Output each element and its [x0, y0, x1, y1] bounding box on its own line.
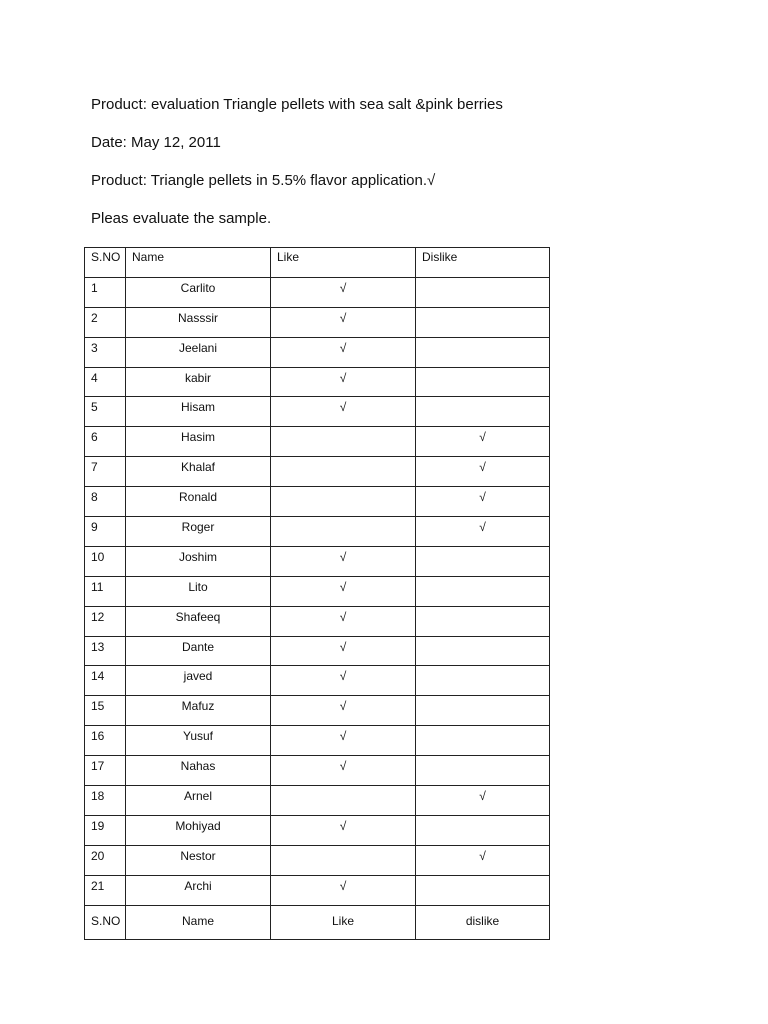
cell-name: Shafeeq — [126, 606, 271, 636]
cell-dislike — [416, 367, 550, 397]
cell-dislike — [416, 307, 550, 337]
cell-like — [271, 457, 416, 487]
cell-like: √ — [271, 546, 416, 576]
cell-dislike: √ — [416, 427, 550, 457]
cell-sno: 21 — [85, 875, 126, 905]
table-header-row — [85, 248, 550, 278]
table-row — [85, 517, 550, 547]
evaluation-instruction: Pleas evaluate the sample. — [91, 210, 272, 227]
table-row — [85, 576, 550, 606]
footer-dislike: dislike — [416, 905, 550, 939]
cell-sno: 11 — [85, 576, 126, 606]
cell-name: Nestor — [126, 845, 271, 875]
cell-dislike — [416, 277, 550, 307]
table-row — [85, 606, 550, 636]
table-row — [85, 726, 550, 756]
footer-sno: S.NO — [85, 905, 126, 939]
cell-name: Roger — [126, 517, 271, 547]
cell-like: √ — [271, 815, 416, 845]
cell-like: √ — [271, 636, 416, 666]
cell-dislike — [416, 756, 550, 786]
table-row — [85, 756, 550, 786]
cell-dislike — [416, 726, 550, 756]
footer-like: Like — [271, 905, 416, 939]
cell-sno: 9 — [85, 517, 126, 547]
cell-name: Carlito — [126, 277, 271, 307]
table-row — [85, 845, 550, 875]
table-row — [85, 786, 550, 816]
table-row — [85, 397, 550, 427]
cell-sno: 10 — [85, 546, 126, 576]
evaluation-date: Date: May 12, 2011 — [91, 134, 221, 151]
header-like: Like — [271, 248, 416, 278]
cell-sno: 18 — [85, 786, 126, 816]
cell-dislike — [416, 337, 550, 367]
table-row — [85, 337, 550, 367]
cell-name: Archi — [126, 875, 271, 905]
cell-like: √ — [271, 277, 416, 307]
table-row — [85, 307, 550, 337]
header-dislike: Dislike — [416, 248, 550, 278]
table-row — [85, 666, 550, 696]
header-name: Name — [126, 248, 271, 278]
cell-like — [271, 845, 416, 875]
evaluation-table — [84, 247, 550, 940]
cell-name: Nasssir — [126, 307, 271, 337]
cell-like: √ — [271, 696, 416, 726]
table-footer-row — [85, 905, 550, 939]
header-sno: S.NO — [85, 248, 126, 278]
table-row — [85, 815, 550, 845]
cell-like: √ — [271, 875, 416, 905]
cell-name: Dante — [126, 636, 271, 666]
cell-dislike — [416, 875, 550, 905]
cell-sno: 5 — [85, 397, 126, 427]
table-row — [85, 696, 550, 726]
cell-like: √ — [271, 367, 416, 397]
product-title: Product: evaluation Triangle pellets with sea salt &pink berries — [91, 96, 503, 113]
cell-sno: 3 — [85, 337, 126, 367]
cell-like: √ — [271, 666, 416, 696]
cell-name: Mohiyad — [126, 815, 271, 845]
cell-dislike: √ — [416, 487, 550, 517]
cell-name: Hisam — [126, 397, 271, 427]
cell-sno: 8 — [85, 487, 126, 517]
cell-sno: 15 — [85, 696, 126, 726]
cell-like: √ — [271, 726, 416, 756]
table-row — [85, 546, 550, 576]
cell-dislike — [416, 636, 550, 666]
cell-like: √ — [271, 606, 416, 636]
cell-dislike — [416, 815, 550, 845]
cell-dislike — [416, 696, 550, 726]
cell-dislike: √ — [416, 845, 550, 875]
cell-sno: 7 — [85, 457, 126, 487]
cell-like: √ — [271, 576, 416, 606]
cell-dislike — [416, 546, 550, 576]
table-row — [85, 367, 550, 397]
cell-like: √ — [271, 756, 416, 786]
cell-name: Yusuf — [126, 726, 271, 756]
cell-sno: 17 — [85, 756, 126, 786]
table-row — [85, 457, 550, 487]
table-row — [85, 277, 550, 307]
cell-like — [271, 427, 416, 457]
cell-sno: 6 — [85, 427, 126, 457]
table-row — [85, 487, 550, 517]
cell-sno: 12 — [85, 606, 126, 636]
cell-dislike — [416, 397, 550, 427]
cell-sno: 19 — [85, 815, 126, 845]
cell-sno: 4 — [85, 367, 126, 397]
cell-sno: 1 — [85, 277, 126, 307]
cell-sno: 14 — [85, 666, 126, 696]
cell-like — [271, 487, 416, 517]
cell-name: Mafuz — [126, 696, 271, 726]
cell-dislike: √ — [416, 457, 550, 487]
cell-name: Hasim — [126, 427, 271, 457]
cell-like — [271, 517, 416, 547]
cell-name: kabir — [126, 367, 271, 397]
cell-sno: 2 — [85, 307, 126, 337]
cell-name: Nahas — [126, 756, 271, 786]
cell-dislike — [416, 576, 550, 606]
table-row — [85, 427, 550, 457]
cell-sno: 13 — [85, 636, 126, 666]
cell-name: Jeelani — [126, 337, 271, 367]
cell-like — [271, 786, 416, 816]
cell-dislike — [416, 666, 550, 696]
cell-dislike — [416, 606, 550, 636]
cell-name: Lito — [126, 576, 271, 606]
footer-name: Name — [126, 905, 271, 939]
product-application: Product: Triangle pellets in 5.5% flavor application.√ — [91, 172, 436, 189]
cell-dislike: √ — [416, 517, 550, 547]
cell-like: √ — [271, 397, 416, 427]
cell-name: javed — [126, 666, 271, 696]
table-row — [85, 875, 550, 905]
cell-like: √ — [271, 307, 416, 337]
cell-sno: 16 — [85, 726, 126, 756]
cell-name: Arnel — [126, 786, 271, 816]
cell-like: √ — [271, 337, 416, 367]
table-row — [85, 636, 550, 666]
cell-sno: 20 — [85, 845, 126, 875]
cell-name: Ronald — [126, 487, 271, 517]
cell-name: Khalaf — [126, 457, 271, 487]
cell-name: Joshim — [126, 546, 271, 576]
cell-dislike: √ — [416, 786, 550, 816]
